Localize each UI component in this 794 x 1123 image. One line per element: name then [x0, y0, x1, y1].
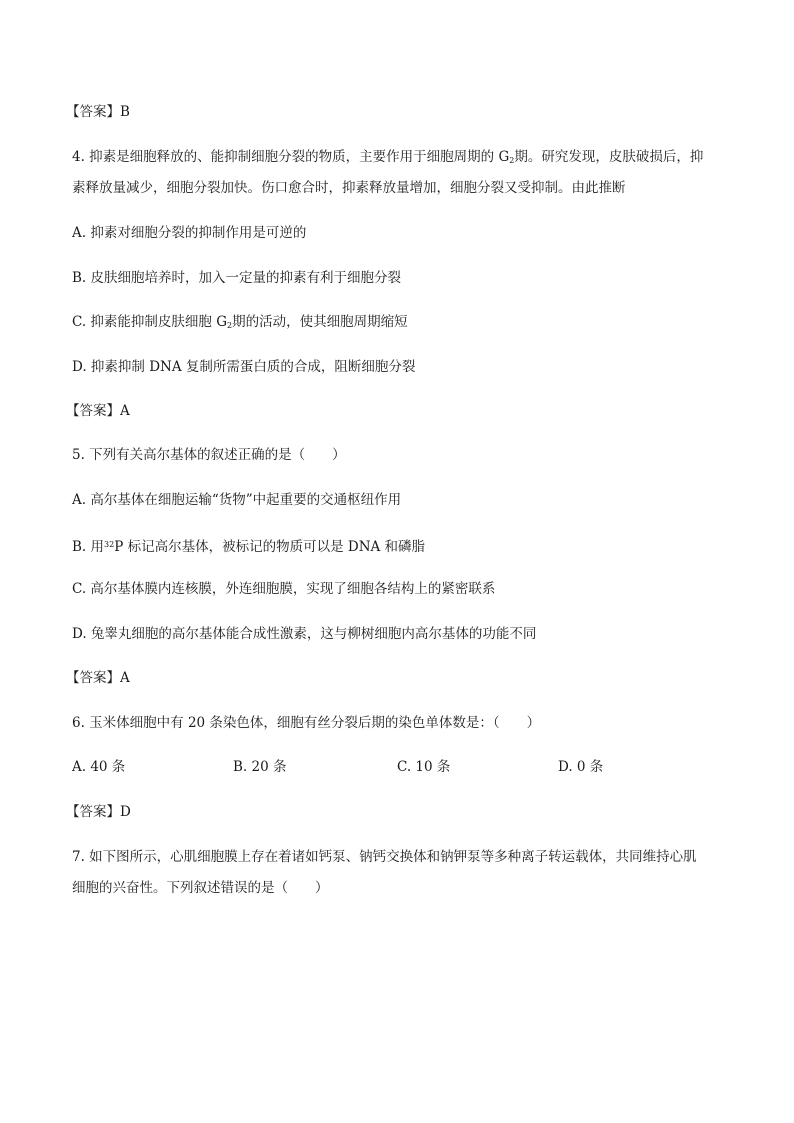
question-6-option-c: C. 10 条 — [397, 759, 451, 775]
answer-q6: 【答案】D — [66, 804, 131, 820]
question-6-stem: 6. 玉米体细胞中有 20 条染色体，细胞有丝分裂后期的染色单体数是：（ ） — [72, 715, 541, 731]
answer-q3: 【答案】B — [66, 104, 130, 120]
question-5-option-c: C. 高尔基体膜内连核膜，外连细胞膜，实现了细胞各结构上的紧密联系 — [72, 581, 496, 597]
question-4-option-d: D. 抑素抑制 DNA 复制所需蛋白质的合成，阻断细胞分裂 — [72, 359, 416, 375]
question-6-options — [72, 757, 672, 777]
question-5-stem: 5. 下列有关高尔基体的叙述正确的是（ ） — [72, 447, 346, 463]
question-4-option-a: A. 抑素对细胞分裂的抑制作用是可逆的 — [72, 225, 307, 241]
question-7-stem-line-1: 7. 如下图所示，心肌细胞膜上存在着诸如钙泵、钠钙交换体和钠钾泵等多种离子转运载体，共同维持心肌 — [72, 849, 697, 865]
question-6-option-a: A. 40 条 — [72, 759, 126, 775]
question-4-stem-line-2: 素释放量减少，细胞分裂加快。伤口愈合时，抑素释放量增加，细胞分裂又受抑制。由此推断 — [72, 180, 626, 196]
question-4-option-b: B. 皮肤细胞培养时，加入一定量的抑素有利于细胞分裂 — [72, 270, 402, 286]
question-5-option-d: D. 兔睾丸细胞的高尔基体能合成性激素，这与柳树细胞内高尔基体的功能不同 — [72, 626, 537, 642]
answer-q5: 【答案】A — [66, 670, 130, 686]
answer-q4: 【答案】A — [66, 403, 130, 419]
question-6-option-d: D. 0 条 — [558, 759, 604, 775]
question-4-option-c: C. 抑素能抑制皮肤细胞 $G_2$期的活动，使其细胞周期缩短 — [72, 314, 408, 330]
question-5-option-a: A. 高尔基体在细胞运输“货物”中起重要的交通枢纽作用 — [72, 492, 402, 508]
question-7-stem-line-2: 细胞的兴奋性。下列叙述错误的是（ ） — [72, 880, 329, 896]
question-5-option-b: B. 用$^{32}$P 标记高尔基体，被标记的物质可以是 DNA 和磷脂 — [72, 539, 426, 555]
question-4-stem-line-1: 4. 抑素是细胞释放的、能抑制细胞分裂的物质，主要作用于细胞周期的 $G_2$期。研究发现，皮肤破损后，抑 — [72, 149, 704, 165]
question-6-option-b: B. 20 条 — [233, 759, 287, 775]
